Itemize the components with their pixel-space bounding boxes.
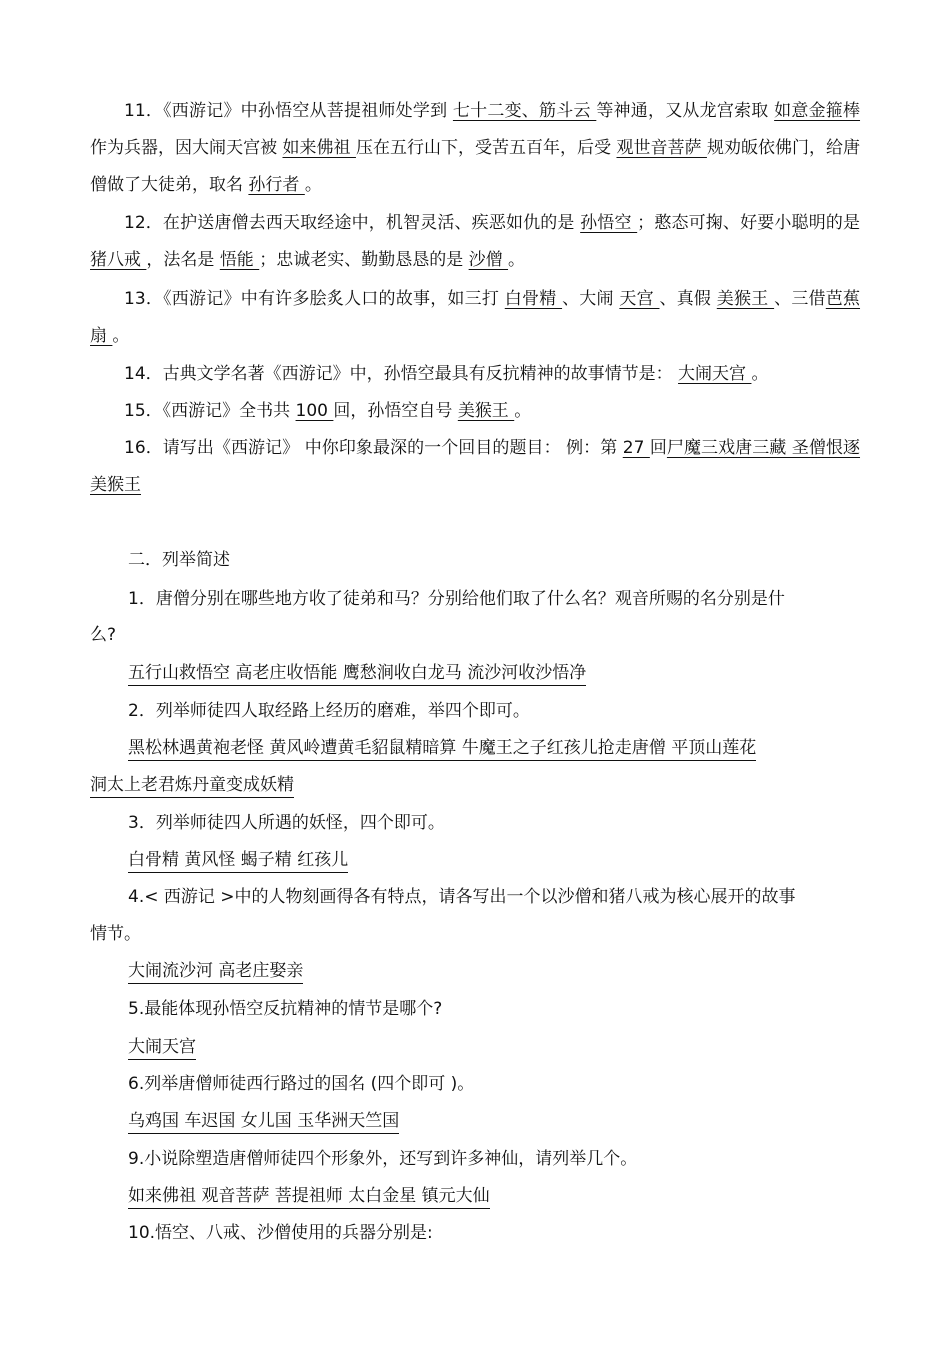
answer-blank: 猪八戒 xyxy=(90,250,147,270)
section-heading: 二．列举简述 xyxy=(128,550,230,570)
answer-blank: 尸魔三戏唐三藏 圣僧恨逐美猴王 xyxy=(90,438,861,495)
answer-blank: 27 xyxy=(622,438,650,458)
s2-answer-3: 白骨精 黄风怪 蝎子精 红孩儿 xyxy=(128,848,348,872)
answer-blank: 100 xyxy=(295,401,334,421)
s2-question-9: 9.小说除塑造唐僧师徒四个形象外，还写到许多神仙，请列举几个。 xyxy=(128,1149,638,1169)
answer-blank: 美猴王 xyxy=(716,289,775,309)
answer-blank: 孙行者 xyxy=(248,175,305,195)
answer-blank: 观世音菩萨 xyxy=(616,138,707,158)
answer-blank: 大闹天宫 xyxy=(678,364,752,384)
answer-blank: 如意金箍棒 xyxy=(774,101,861,121)
question-11: 11．《西游记》中孙悟空从菩提祖师处学到 七十二变、筋斗云 等神通，又从龙宫索取 如意金箍棒 作为兵器，因大闹天宫被 如来佛祖 压在五行山下，受苦五百年，后受 观世音菩萨 规劝皈依佛门，给唐僧做了大徒弟，取名 孙行者 。 xyxy=(90,101,861,195)
question-12: 12．在护送唐僧去西天取经途中，机智灵活、疾恶如仇的是 孙悟空 ；憨态可掬、好要小聪明的是 猪八戒 ，法名是 悟能 ；忠诚老实、勤勤恳恳的是 沙僧 。 xyxy=(90,213,860,270)
answer-blank: 美猴王 xyxy=(457,401,515,421)
s2-answer-2: 黑松林遇黄袍老怪 黄风岭遭黄毛貂鼠精暗算 牛魔王之子红孩儿抢走唐僧 平顶山莲花 xyxy=(128,736,756,760)
s2-question-4-cont: 情节。 xyxy=(90,924,141,944)
answer-blank: 白骨精 xyxy=(504,289,563,309)
s2-question-2: 2．列举师徒四人取经路上经历的磨难，举四个即可。 xyxy=(128,701,530,721)
answer-blank: 孙悟空 xyxy=(580,213,638,233)
s2-question-1: 1．唐僧分别在哪些地方收了徒弟和马？分别给他们取了什么名？观音所赐的名分别是什 xyxy=(128,589,785,609)
answer-blank: 七十二变、筋斗云 xyxy=(452,101,597,121)
answer-blank: 如来佛祖 xyxy=(282,138,356,158)
s2-question-4: 4.< 西游记 >中的人物刻画得各有特点，请各写出一个以沙僧和猪八戒为核心展开的故事 xyxy=(128,887,796,907)
s2-answer-2-cont: 洞太上老君炼丹童变成妖精 xyxy=(90,773,294,797)
s2-question-1-cont: 么? xyxy=(90,625,117,645)
answer-blank: 悟能 xyxy=(219,250,260,270)
s2-answer-6: 乌鸡国 车迟国 女儿国 玉华洲天竺国 xyxy=(128,1109,399,1133)
question-13: 13．《西游记》中有许多脍炙人口的故事，如三打 白骨精 、大闹 天宫 、真假 美猴王 、三借芭蕉扇 。 xyxy=(90,289,861,346)
s2-answer-4: 大闹流沙河 高老庄娶亲 xyxy=(128,959,303,983)
answer-blank: 沙僧 xyxy=(468,250,509,270)
s2-answer-9: 如来佛祖 观音菩萨 菩提祖师 太白金星 镇元大仙 xyxy=(128,1184,490,1208)
s2-question-3: 3．列举师徒四人所遇的妖怪，四个即可。 xyxy=(128,813,445,833)
question-15: 15．《西游记》全书共 100 回，孙悟空自号 美猴王 。 xyxy=(124,401,532,421)
answer-blank: 芭蕉扇 xyxy=(90,289,861,346)
s2-answer-1: 五行山救悟空 高老庄收悟能 鹰愁涧收白龙马 流沙河收沙悟净 xyxy=(128,661,586,685)
s2-question-5: 5.最能体现孙悟空反抗精神的情节是哪个? xyxy=(128,999,443,1019)
question-14: 14．古典文学名著《西游记》中，孙悟空最具有反抗精神的故事情节是： 大闹天宫 。 xyxy=(124,364,769,384)
s2-question-6: 6.列举唐僧师徒西行路过的国名 (四个即可 )。 xyxy=(128,1074,475,1094)
question-16: 16．请写出《西游记》 中你印象最深的一个回目的题目： 例：第 27 回尸魔三戏唐三藏 圣僧恨逐美猴王 xyxy=(90,438,861,495)
answer-blank: 天宫 xyxy=(619,289,660,309)
s2-answer-5: 大闹天宫 xyxy=(128,1035,196,1059)
s2-question-10: 10.悟空、八戒、沙僧使用的兵器分别是: xyxy=(128,1223,433,1243)
